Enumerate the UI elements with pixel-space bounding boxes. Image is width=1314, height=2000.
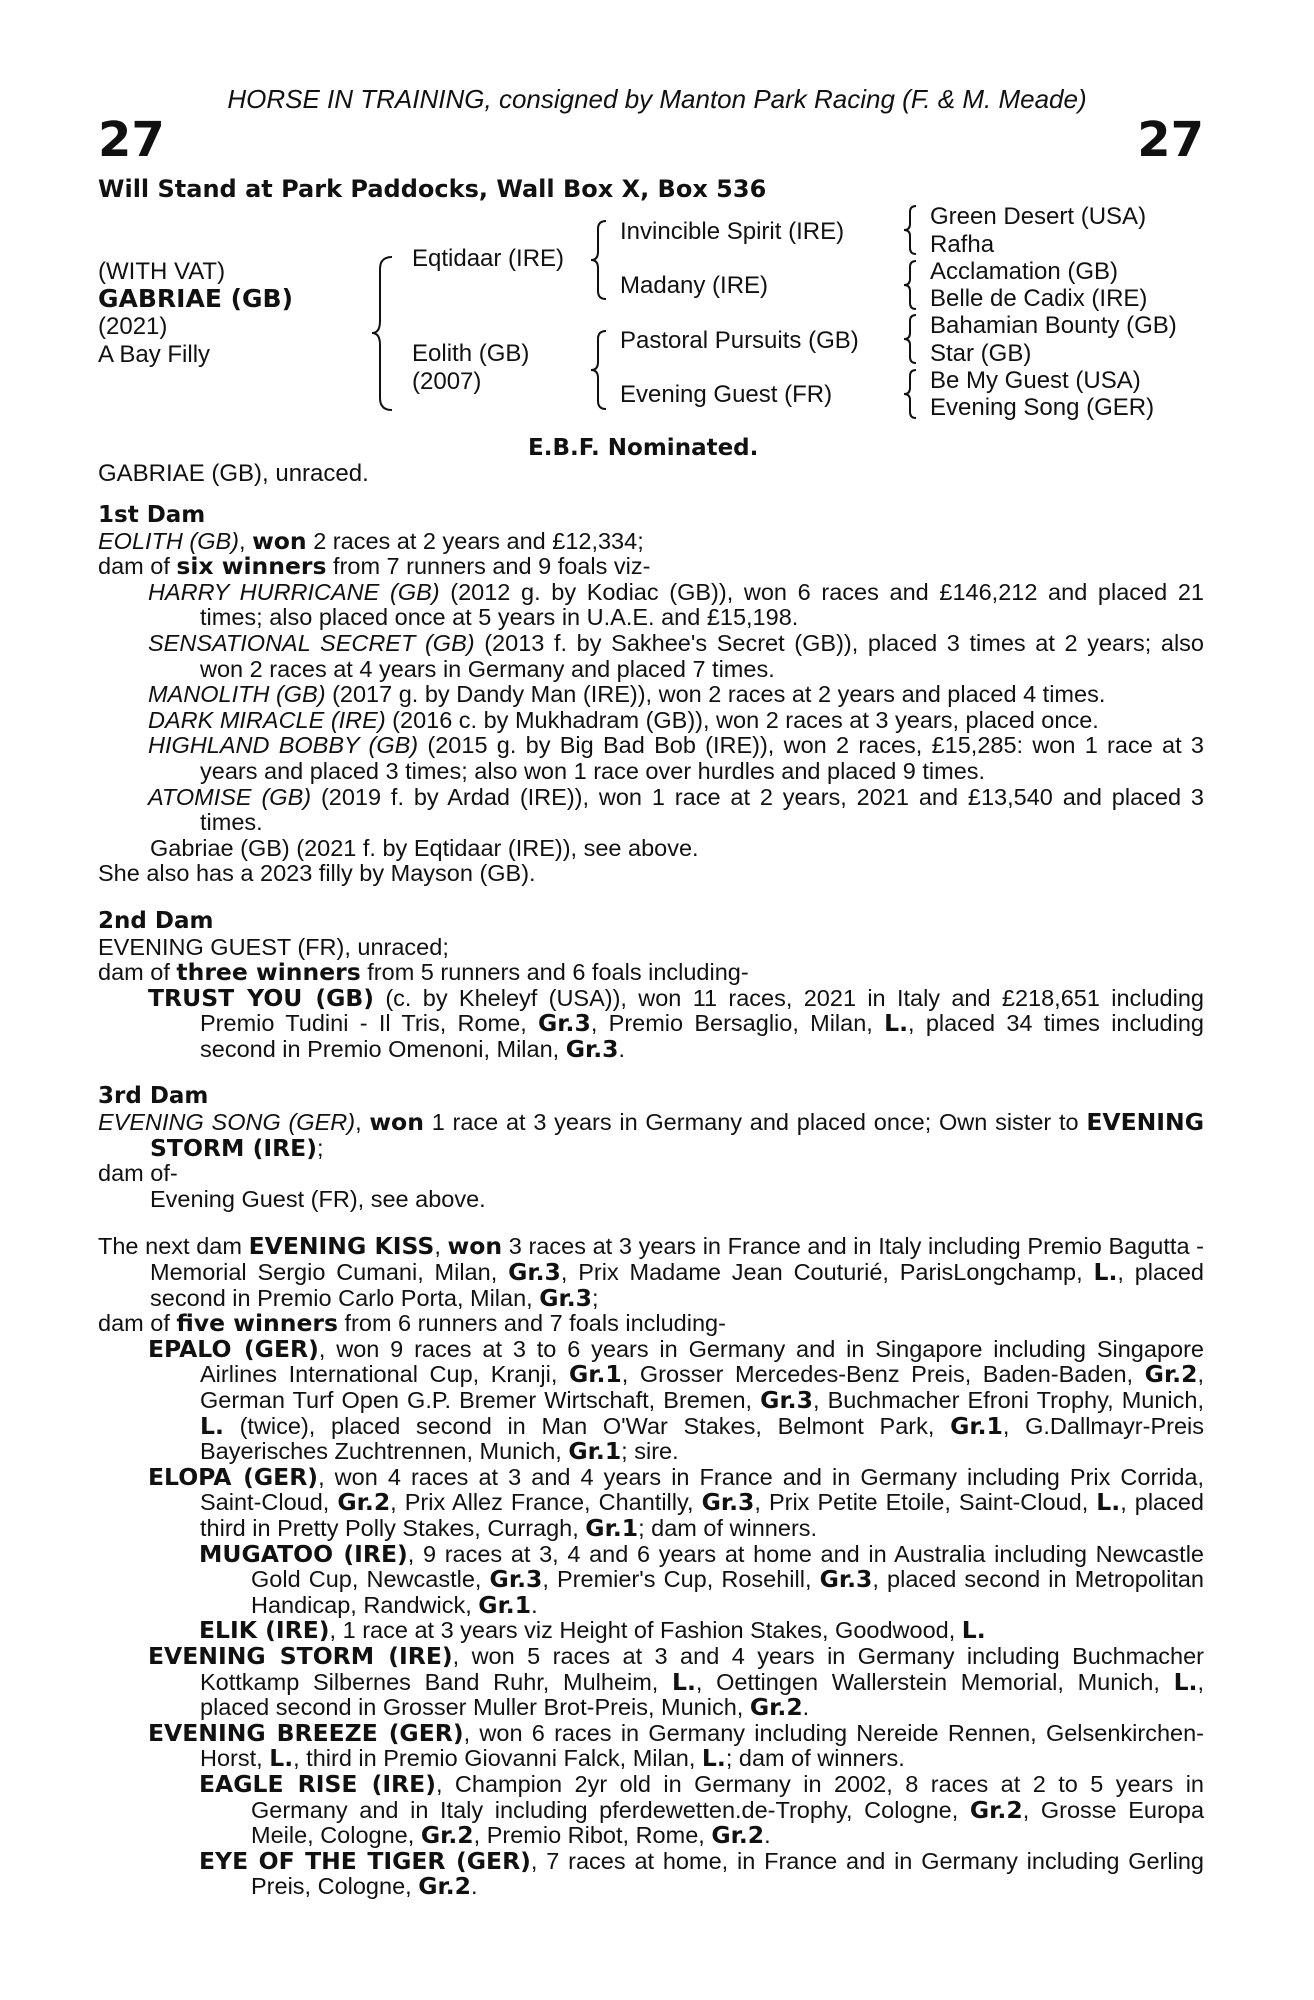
produce-text: , placed second in Metropolitan Handicap, Randwick, — [251, 1566, 1205, 1618]
won-label: won — [252, 526, 307, 555]
gen3-7: Be My Guest (USA) — [930, 367, 1141, 394]
sire-sire: Invincible Spirit (IRE) — [620, 218, 845, 245]
gen3-8: Evening Song (GER) — [930, 394, 1155, 421]
race-record: GABRIAE (GB), unraced. — [98, 460, 369, 487]
produce-text: , placed second in Grosser Muller Brot-Preis, Munich, — [200, 1668, 1204, 1721]
grade: Gr.1 — [478, 1590, 532, 1619]
grade: L. — [1173, 1667, 1198, 1696]
first-dam-record: EOLITH (GB), won 2 races at 2 years and £12,334; — [98, 526, 644, 555]
grade: Gr.2 — [1144, 1360, 1198, 1389]
first-dam-name: EOLITH (GB) — [98, 527, 240, 554]
produce-text: (c. by Kheleyf (USA)), won 11 races, 2021 in Italy and £218,651 including Premio Tudini - Il Tris, Rome, — [200, 984, 1204, 1037]
produce-text: , 9 races at 3, 4 and 6 years at home and in Australia including Newcastle Gold Cup, Newcastle, — [251, 1540, 1204, 1593]
third-dam-heading: 3rd Dam — [98, 1083, 209, 1110]
next-dam-name: EVENING KISS — [248, 1232, 435, 1261]
grade: Gr.3 — [489, 1565, 543, 1594]
produce-text: ; sire. — [621, 1438, 679, 1465]
grade: Gr.2 — [749, 1693, 803, 1722]
produce-text: , Prix Petite Etoile, Saint-Cloud, — [754, 1489, 1097, 1516]
grade: Gr.3 — [565, 1034, 619, 1063]
grade: L. — [701, 1744, 726, 1773]
produce-text: , won 9 races at 3 to 6 years in Germany and in Singapore including Singapore Airlines International Cup, Kranji, — [200, 1335, 1204, 1388]
produce-text: , placed third in Pretty Polly Stakes, Curragh, — [200, 1489, 1205, 1541]
produce-entry — [98, 983, 1204, 1063]
gen3-6: Star (GB) — [930, 340, 1032, 367]
pedigree-brace-sire — [588, 219, 610, 301]
won-label: won — [447, 1232, 503, 1261]
grade: L. — [1096, 1488, 1121, 1517]
produce-text: ; dam of winners. — [638, 1514, 818, 1541]
runners-foals: from 5 runners and 6 foals including- — [360, 959, 749, 986]
record-text: 1 race at 3 years in Germany and placed once; Own sister to — [423, 1109, 1087, 1136]
produce-text: , Premier's Cup, Rosehill, — [542, 1566, 820, 1593]
grade: L. — [961, 1616, 986, 1645]
grade: Gr.3 — [819, 1565, 873, 1594]
third-dam-produce-summary: dam of- — [98, 1160, 178, 1187]
pedigree-brace-main — [370, 255, 396, 412]
produce-entry — [98, 1846, 1204, 1901]
produce-name: HIGHLAND BOBBY (GB) — [148, 732, 419, 759]
produce-text: , won 5 races at 3 and 4 years in Germany including Buchmacher Kottkamp Silbernes Band Ruhr, Mulheim, — [200, 1642, 1204, 1695]
pedigree-brace-g3 — [902, 313, 920, 365]
separator: , — [434, 1233, 448, 1260]
lot-number-left: 27 — [98, 112, 165, 168]
produce-name: MANOLITH (GB) — [148, 681, 326, 708]
first-dam-heading: 1st Dam — [98, 502, 206, 528]
produce-text: , Champion 2yr old in Germany in 2002, 8 races at 2 to 5 years in Germany and in Italy including pferdewetten.de-Trophy, Cologne, — [251, 1770, 1204, 1823]
ebf-nominated: E.B.F. Nominated. — [528, 435, 759, 461]
produce-text: (2015 g. by Big Bad Bob (IRE)), won 2 races, £15,285: won 1 race at 3 years and placed 3 times; also won 1 race over hurdles and placed 9 times. — [200, 732, 1204, 784]
dam-dam: Evening Guest (FR) — [620, 381, 833, 408]
second-dam-record: EVENING GUEST (FR), unraced; — [98, 933, 449, 960]
pedigree-brace-g4 — [902, 368, 920, 420]
grade: L. — [884, 1009, 909, 1038]
grade: Gr.2 — [420, 1821, 474, 1850]
record-text: , placed second in Premio Carlo Porta, Milan, — [150, 1259, 1204, 1311]
produce-name: EVENING BREEZE (GER) — [148, 1718, 464, 1747]
produce-entry — [98, 1769, 1205, 1850]
grade: Gr.3 — [760, 1386, 813, 1414]
produce-text: (2013 f. by Sakhee's Secret (GB)), placed 3 times at 2 years; also won 2 races at 4 years in Germany and placed 7 times. — [200, 629, 1204, 682]
produce-text: , Grosse Europa Meile, Cologne, — [251, 1796, 1205, 1849]
produce-text: . — [471, 1873, 478, 1900]
pedigree-brace-dam — [588, 329, 610, 411]
next-dam-intro: The next dam — [98, 1233, 249, 1260]
produce-name: ATOMISE (GB) — [148, 783, 312, 810]
grade: L. — [1093, 1258, 1118, 1287]
dam-of-label: dam of — [98, 553, 177, 580]
produce-text: , won 6 races in Germany including Nereide Rennen, Gelsenkirchen-Horst, — [200, 1719, 1204, 1772]
produce-entry — [98, 1334, 1204, 1466]
runners-foals: from 7 runners and 9 foals viz- — [326, 553, 651, 580]
first-dam-record-text: 2 races at 2 years and £12,334; — [306, 527, 644, 554]
gen3-2: Rafha — [930, 231, 995, 258]
produce-name: EYE OF THE TIGER (GER) — [199, 1846, 531, 1875]
produce-text: , German Turf Open G.P. Bremer Wirtschaft, Bremen, — [200, 1361, 1204, 1413]
produce-name: ELOPA (GER) — [148, 1462, 319, 1491]
produce-entry — [98, 1462, 1205, 1542]
produce-entry: Evening Guest (FR), see above. — [150, 1185, 486, 1212]
produce-name: TRUST YOU (GB) — [148, 983, 375, 1012]
produce-entry — [98, 1718, 1204, 1773]
gen3-3: Acclamation (GB) — [930, 258, 1119, 285]
record-text: 3 races at 3 years in France and in Italy including Premio Bagutta - Memorial Sergio Cumani, Milan, — [150, 1233, 1204, 1286]
produce-text: , Buchmacher Efroni Trophy, Munich, — [812, 1387, 1204, 1413]
sister-name: EVENING STORM (IRE) — [150, 1108, 1204, 1162]
winners-count: five winners — [176, 1309, 338, 1338]
produce-text: (2012 g. by Kodiac (GB)), won 6 races and £146,212 and placed 21 times; also placed once at 5 years in U.A.E. and £15,198. — [200, 578, 1204, 631]
produce-text: (2019 f. by Ardad (IRE)), won 1 race at 2 years, 2021 and £13,540 and placed 3 times. — [200, 783, 1204, 836]
gen3-4: Belle de Cadix (IRE) — [930, 285, 1148, 312]
produce-text: , Grosser Mercedes-Benz Preis, Baden-Baden, — [621, 1361, 1145, 1388]
grade: Gr.3 — [701, 1488, 755, 1517]
grade: Gr.1 — [585, 1513, 639, 1542]
grade: Gr.1 — [568, 1360, 622, 1389]
stand-location: Will Stand at Park Paddocks, Wall Box X, Box 536 — [98, 175, 767, 203]
pedigree-brace-g1 — [902, 204, 920, 256]
won-label: won — [369, 1108, 424, 1137]
gen3-5: Bahamian Bounty (GB) — [930, 312, 1177, 339]
produce-text: , 1 race at 3 years viz Height of Fashion Stakes, Goodwood, — [329, 1617, 962, 1644]
grade: L. — [200, 1411, 224, 1440]
produce-text: (2017 g. by Dandy Man (IRE)), won 2 races at 2 years and placed 4 times. — [325, 681, 1106, 708]
produce-text: , won 4 races at 3 and 4 years in France and in Germany including Prix Corrida, Saint-Cloud, — [200, 1463, 1204, 1516]
third-dam-record — [98, 1110, 1204, 1161]
horse-name: GABRIAE (GB) — [98, 284, 294, 313]
first-dam-produce-summary — [98, 554, 1204, 580]
produce-entry — [98, 580, 1204, 631]
grade: Gr.1 — [568, 1437, 622, 1466]
produce-entry — [98, 682, 1204, 708]
grade: Gr.3 — [508, 1258, 561, 1287]
produce-text: , 7 races at home, in France and in Germany including Gerling Preis, Cologne, — [251, 1847, 1204, 1900]
produce-text: , third in Premio Giovanni Falck, Milan, — [293, 1745, 702, 1772]
produce-text: (twice), placed second in Man O'War Stakes, Belmont Park, — [223, 1412, 951, 1439]
produce-entry — [98, 708, 1204, 734]
grade: Gr.2 — [418, 1872, 472, 1901]
record-text: ; — [316, 1134, 324, 1161]
dam-of-label: dam of — [98, 1310, 177, 1337]
third-dam-name: EVENING SONG (GER) — [98, 1109, 356, 1136]
produce-name: DARK MIRACLE (IRE) — [148, 706, 386, 733]
dam-sire: Pastoral Pursuits (GB) — [620, 327, 859, 354]
produce-text: ; dam of winners. — [725, 1745, 905, 1772]
produce-entry — [98, 1618, 1204, 1644]
produce-name: EPALO (GER) — [148, 1334, 319, 1363]
winners-count: three winners — [176, 958, 361, 987]
produce-entry — [98, 1539, 1205, 1619]
produce-text: . — [764, 1822, 771, 1849]
second-dam-heading: 2nd Dam — [98, 907, 214, 934]
second-dam-produce-summary — [98, 960, 1204, 986]
next-dam-produce-summary — [98, 1311, 1204, 1337]
grade: Gr.2 — [711, 1821, 765, 1850]
produce-text: . — [802, 1694, 810, 1721]
dam-of-label: dam of — [98, 959, 177, 986]
grade: Gr.2 — [969, 1795, 1023, 1824]
grade: Gr.2 — [337, 1488, 391, 1517]
produce-entry-gabriae: Gabriae (GB) (2021 f. by Eqtidaar (IRE)), see above. — [150, 834, 699, 861]
produce-entry — [98, 785, 1204, 836]
grade: Gr.1 — [950, 1411, 1003, 1440]
produce-entry — [98, 733, 1204, 784]
vat-note: (WITH VAT) — [98, 258, 226, 285]
produce-entry — [98, 1641, 1204, 1722]
dam-name: Eolith (GB) — [412, 340, 530, 367]
produce-text: (2016 c. by Mukhadram (GB)), won 2 races at 3 years, placed once. — [385, 706, 1099, 733]
produce-name: EAGLE RISE (IRE) — [199, 1769, 436, 1798]
first-dam-also: She also has a 2023 filly by Mayson (GB). — [98, 860, 536, 887]
dam-year: (2007) — [412, 368, 482, 395]
horse-description: A Bay Filly — [98, 341, 211, 368]
dam-details — [98, 503, 1204, 1900]
produce-text: . — [618, 1035, 626, 1062]
produce-text: , Oettingen Wallerstein Memorial, Munich, — [695, 1668, 1174, 1695]
record-text: , Prix Madame Jean Couturié, ParisLongchamp, — [560, 1259, 1094, 1286]
grade: Gr.3 — [539, 1283, 593, 1312]
separator: , — [355, 1109, 370, 1136]
produce-name: ELIK (IRE) — [199, 1616, 330, 1645]
grade: L. — [672, 1667, 696, 1696]
record-text: ; — [592, 1284, 599, 1311]
produce-text: , Premio Bersaglio, Milan, — [590, 1010, 885, 1037]
runners-foals: from 6 runners and 7 foals including- — [337, 1310, 726, 1337]
produce-name: EVENING STORM (IRE) — [148, 1641, 453, 1670]
produce-name: HARRY HURRICANE (GB) — [148, 578, 440, 605]
consignment-header: HORSE IN TRAINING, consigned by Manton Park Racing (F. & M. Meade) — [227, 84, 1087, 114]
produce-text: , G.Dallmayr-Preis Bayerisches Zuchtrennen, Munich, — [200, 1412, 1204, 1465]
produce-text: , placed 34 times including second in Premio Omenoni, Milan, — [200, 1010, 1204, 1062]
produce-text: . — [531, 1591, 538, 1618]
pedigree-brace-g2 — [902, 259, 920, 311]
horse-year: (2021) — [98, 313, 168, 340]
winners-count: six winners — [176, 552, 327, 581]
gen3-1: Green Desert (USA) — [930, 203, 1147, 230]
lot-number-right: 27 — [1137, 112, 1204, 168]
produce-entry — [98, 631, 1204, 682]
grade: L. — [269, 1744, 294, 1773]
sire-name: Eqtidaar (IRE) — [412, 245, 565, 272]
next-dam-record — [98, 1234, 1204, 1311]
produce-text: , Premio Ribot, Rome, — [473, 1822, 712, 1849]
produce-text: , Prix Allez France, Chantilly, — [390, 1489, 702, 1516]
sire-dam: Madany (IRE) — [620, 272, 769, 299]
grade: Gr.3 — [538, 1009, 591, 1038]
produce-name: MUGATOO (IRE) — [199, 1539, 408, 1568]
produce-name: SENSATIONAL SECRET (GB) — [148, 629, 475, 656]
